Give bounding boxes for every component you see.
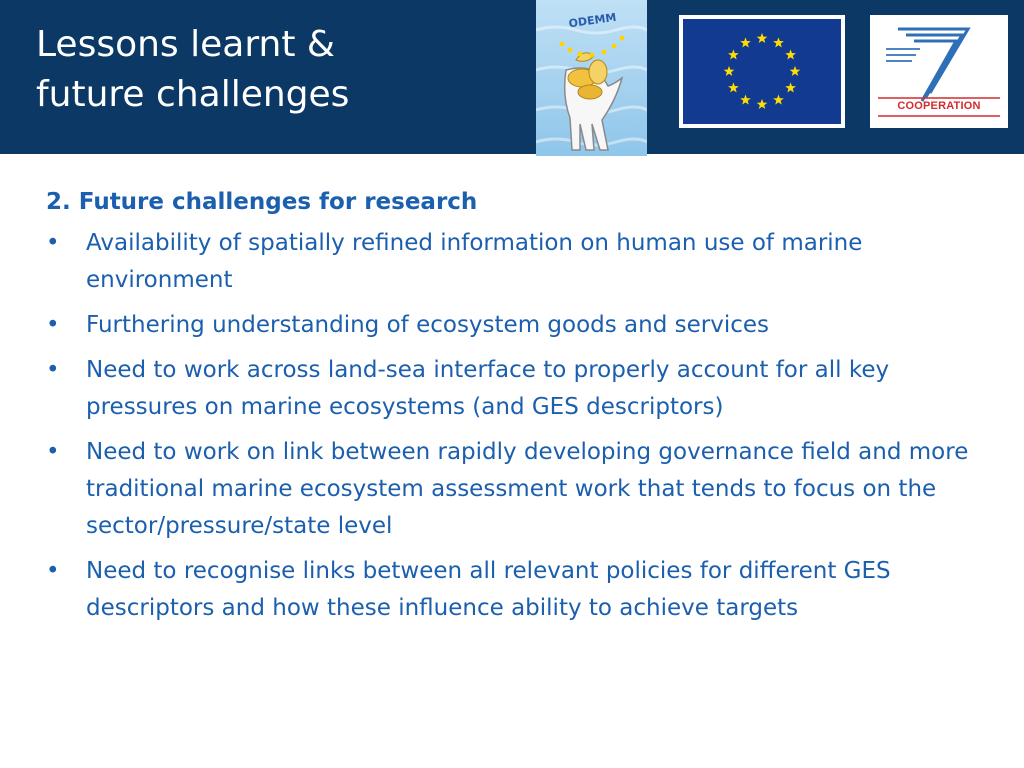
bullet-text: Need to work on link between rapidly developing governance field and more traditional marine ecosystem assessment work that tends to focus on the sector/pressure/state level <box>86 439 969 539</box>
bullet-marker: • <box>46 558 60 584</box>
bullet-marker: • <box>46 312 60 338</box>
bullet-marker: • <box>46 230 60 256</box>
bullet-item <box>46 225 986 299</box>
odemm-logo-text: ODEMM <box>567 10 618 31</box>
slide-title-line-1: Lessons learnt & <box>36 24 335 65</box>
odemm-hand-shell-logo-icon <box>536 0 647 156</box>
cooperation-label: COOPERATION <box>897 100 981 112</box>
bullet-text: Need to recognise links between all relevant policies for different GES descriptors and how these influence ability to achieve targets <box>86 558 891 621</box>
fp7-cooperation-logo <box>870 15 1008 128</box>
bullet-text: Availability of spatially refined information on human use of marine environment <box>86 230 863 293</box>
bullet-item <box>46 434 986 545</box>
bullet-text: Need to work across land-sea interface to properly account for all key pressures on marine ecosystems (and GES descriptors) <box>86 357 890 420</box>
bullet-marker: • <box>46 357 60 383</box>
bullet-marker: • <box>46 439 60 465</box>
bullet-text: Furthering understanding of ecosystem goods and services <box>86 312 769 338</box>
slide-body <box>46 184 986 635</box>
bullet-item <box>46 307 986 344</box>
slide-title <box>36 20 349 120</box>
section-heading: 2. Future challenges for research <box>46 189 478 215</box>
bullet-list <box>46 225 986 627</box>
odemm-logo <box>536 0 647 156</box>
eu-flag-logo <box>679 15 845 128</box>
slide-title-line-2: future challenges <box>36 74 350 115</box>
bullet-item <box>46 553 986 627</box>
eu-flag-icon <box>679 15 845 128</box>
bullet-item <box>46 352 986 426</box>
